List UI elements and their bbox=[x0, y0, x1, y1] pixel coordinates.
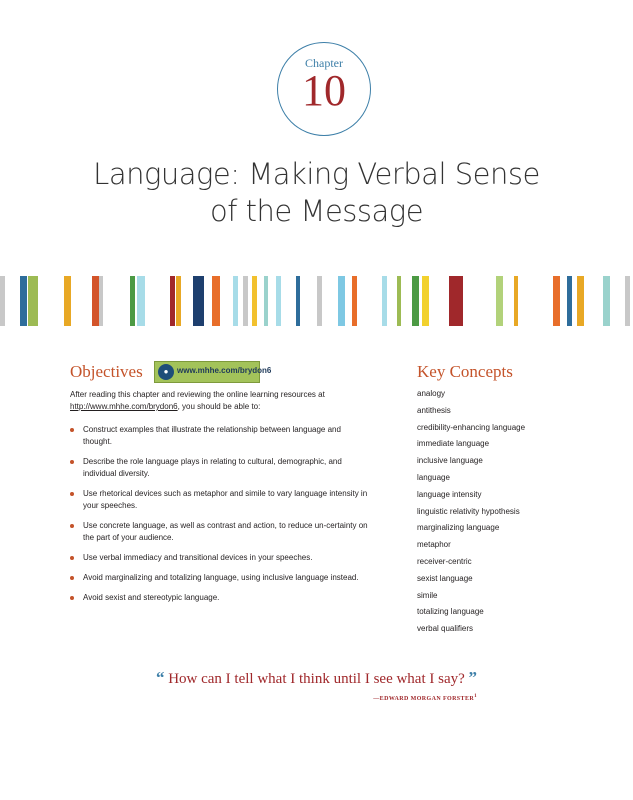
key-concept-item: verbal qualifiers bbox=[417, 624, 474, 634]
globe-icon: ● bbox=[158, 364, 174, 380]
resources-link[interactable]: http://www.mhhe.com/brydon6 bbox=[70, 402, 178, 411]
web-resource-badge[interactable] bbox=[154, 361, 272, 383]
objective-text: Use concrete language, as well as contrast and action, to reduce un-certainty on the part of your audience. bbox=[83, 521, 368, 542]
key-concept-item: totalizing language bbox=[417, 607, 484, 617]
stripe bbox=[338, 276, 345, 326]
stripe bbox=[212, 276, 220, 326]
stripe bbox=[99, 276, 103, 326]
key-concept-item: marginalizing language bbox=[417, 523, 500, 533]
stripe bbox=[449, 276, 463, 326]
close-quote-mark: ” bbox=[468, 668, 478, 687]
epigraph-quote bbox=[0, 668, 633, 688]
stripe bbox=[193, 276, 204, 326]
objectives-list bbox=[70, 424, 370, 612]
list-item bbox=[70, 424, 370, 448]
stripe bbox=[317, 276, 322, 326]
list-item bbox=[70, 520, 370, 544]
stripe bbox=[296, 276, 300, 326]
quote-text: How can I tell what I think until I see what I say? bbox=[168, 671, 465, 687]
list-item bbox=[70, 592, 370, 604]
objective-text: Describe the role language plays in relating to cultural, demographic, and individual diversity. bbox=[83, 457, 342, 478]
chapter-title-line-2: of the Message bbox=[209, 194, 424, 228]
stripe bbox=[264, 276, 268, 326]
key-concept-item: receiver-centric bbox=[417, 556, 472, 566]
chapter-number: 10 bbox=[302, 66, 346, 115]
attribution-name: —EDWARD MORGAN FORSTER bbox=[373, 696, 475, 702]
objective-text: Construct examples that illustrate the relationship between language and thought. bbox=[83, 425, 341, 446]
chapter-label: Chapter bbox=[305, 56, 343, 70]
objectives-intro bbox=[70, 389, 370, 413]
stripe bbox=[397, 276, 401, 326]
key-concept-item: language intensity bbox=[417, 489, 482, 499]
chapter-badge bbox=[277, 42, 371, 136]
bullet-icon bbox=[70, 524, 74, 528]
key-concept-item: inclusive language bbox=[417, 456, 483, 466]
key-concept-item: language bbox=[417, 472, 450, 482]
intro-text-end: , you should be able to: bbox=[177, 402, 261, 411]
objective-text: Avoid marginalizing and totalizing language, using inclusive language instead. bbox=[83, 573, 359, 582]
bullet-icon bbox=[70, 492, 74, 496]
stripe bbox=[603, 276, 610, 326]
key-concept-item: sexist language bbox=[417, 573, 473, 583]
stripe bbox=[170, 276, 175, 326]
stripe bbox=[514, 276, 518, 326]
stripe bbox=[422, 276, 429, 326]
key-concept-item: linguistic relativity hypothesis bbox=[417, 506, 520, 516]
key-concepts-list bbox=[417, 388, 525, 640]
stripe bbox=[412, 276, 419, 326]
bullet-icon bbox=[70, 576, 74, 580]
stripe bbox=[92, 276, 99, 326]
chapter-title bbox=[0, 156, 633, 230]
stripe bbox=[496, 276, 503, 326]
stripe bbox=[577, 276, 584, 326]
key-concept-item: credibility-enhancing language bbox=[417, 422, 526, 432]
decorative-stripe-band bbox=[0, 276, 633, 326]
key-concepts-heading: Key Concepts bbox=[417, 362, 513, 381]
bullet-icon bbox=[70, 460, 74, 464]
bullet-icon bbox=[70, 556, 74, 560]
stripe bbox=[625, 276, 630, 326]
key-concept-item: antithesis bbox=[417, 405, 451, 415]
stripe bbox=[252, 276, 257, 326]
key-concept-item: metaphor bbox=[417, 540, 451, 550]
bullet-icon bbox=[70, 428, 74, 432]
list-item bbox=[70, 572, 370, 584]
stripe bbox=[243, 276, 248, 326]
objectives-heading: Objectives bbox=[70, 362, 143, 381]
open-quote-mark: “ bbox=[155, 668, 165, 687]
list-item bbox=[70, 456, 370, 480]
chapter-title-line-1: Language: Making Verbal Sense bbox=[93, 157, 540, 191]
stripe bbox=[553, 276, 560, 326]
stripe bbox=[0, 276, 5, 326]
stripe bbox=[276, 276, 281, 326]
list-item bbox=[70, 552, 370, 564]
stripe bbox=[382, 276, 387, 326]
stripe bbox=[137, 276, 145, 326]
stripe bbox=[567, 276, 572, 326]
stripe bbox=[233, 276, 238, 326]
footnote-marker: 1 bbox=[474, 694, 477, 699]
key-concept-item: analogy bbox=[417, 389, 446, 398]
bullet-icon bbox=[70, 596, 74, 600]
intro-text: After reading this chapter and reviewing the online learning resources at bbox=[70, 390, 325, 399]
stripe bbox=[28, 276, 38, 326]
stripe bbox=[352, 276, 357, 326]
stripe bbox=[64, 276, 71, 326]
objective-text: Avoid sexist and stereotypic language. bbox=[83, 593, 220, 602]
quote-attribution bbox=[373, 694, 477, 702]
stripe bbox=[20, 276, 27, 326]
stripe bbox=[176, 276, 181, 326]
key-concept-item: immediate language bbox=[417, 439, 490, 449]
stripe bbox=[130, 276, 135, 326]
key-concept-item: simile bbox=[417, 590, 438, 600]
objective-text: Use rhetorical devices such as metaphor and simile to vary language intensity in your speeches. bbox=[83, 489, 368, 510]
web-resource-url: www.mhhe.com/brydon6 bbox=[177, 366, 272, 375]
objective-text: Use verbal immediacy and transitional devices in your speeches. bbox=[83, 553, 313, 562]
list-item bbox=[70, 488, 370, 512]
